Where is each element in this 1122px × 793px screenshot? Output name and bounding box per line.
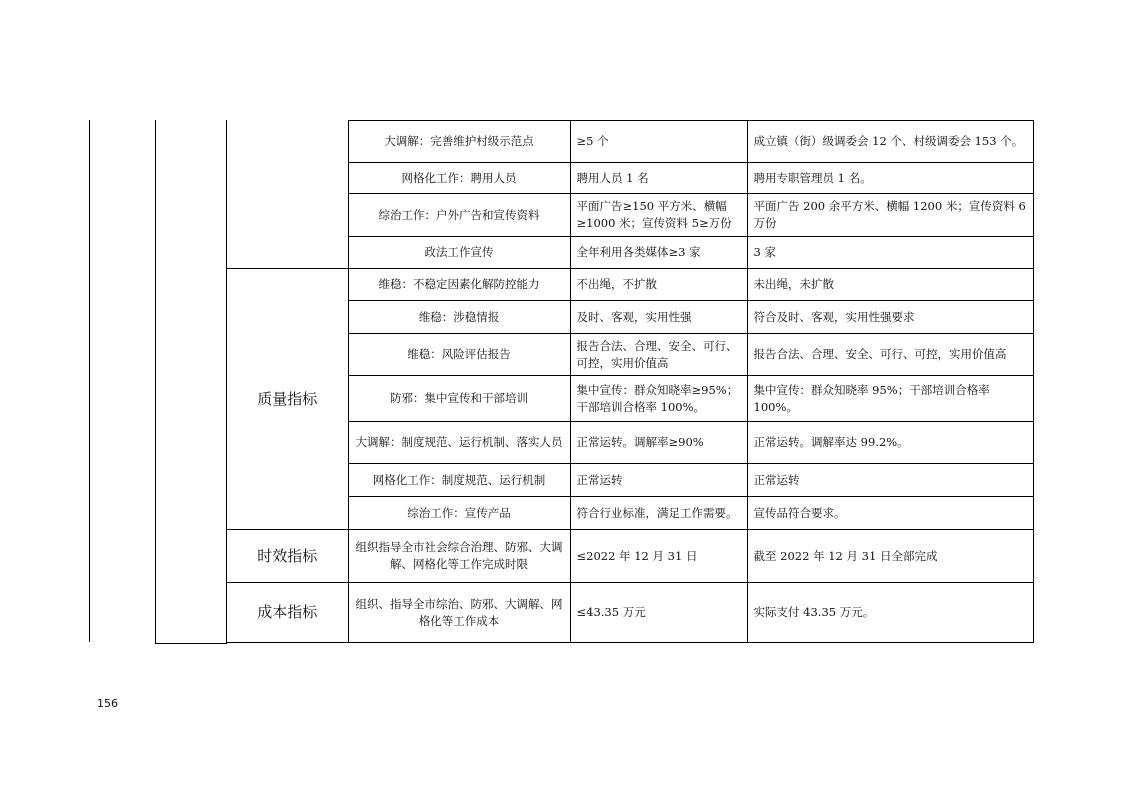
indicator-target: ≥5 个 <box>570 121 747 163</box>
outer-category-column <box>155 120 227 644</box>
table-row <box>227 464 1033 497</box>
indicator-target: 不出绳，不扩散 <box>570 269 747 301</box>
table-row <box>227 376 1033 422</box>
indicator-actual: 宣传品符合要求。 <box>747 497 1033 530</box>
page-number: 156 <box>97 697 118 710</box>
indicator-name: 大调解：完善维护村级示范点 <box>348 121 570 163</box>
indicator-target: 正常运转 <box>570 464 747 497</box>
indicator-actual: 未出绳，未扩散 <box>747 269 1033 301</box>
table-row <box>227 237 1033 269</box>
indicator-target: 集中宣传：群众知晓率≥95%；干部培训合格率 100%。 <box>570 376 747 422</box>
indicator-name: 网格化工作：聘用人员 <box>348 163 570 194</box>
indicator-target: 平面广告≥150 平方米、横幅≥1000 米；宣传资料 5≥万份 <box>570 194 747 237</box>
table-row <box>227 269 1033 301</box>
indicator-actual: 正常运转。调解率达 99.2%。 <box>747 422 1033 464</box>
indicator-name: 维稳：风险评估报告 <box>348 334 570 376</box>
indicator-name: 综治工作：户外广告和宣传资料 <box>348 194 570 237</box>
table-row <box>227 163 1033 194</box>
table-row <box>227 497 1033 530</box>
left-margin-rule <box>89 120 90 642</box>
indicator-name: 网格化工作：制度规范、运行机制 <box>348 464 570 497</box>
indicator-name: 组织指导全市社会综合治理、防邪、大调解、网格化等工作完成时限 <box>348 530 570 583</box>
indicator-target: 及时、客观，实用性强 <box>570 301 747 334</box>
indicator-actual: 平面广告 200 余平方米、横幅 1200 米；宣传资料 6 万份 <box>747 194 1033 237</box>
indicator-actual: 3 家 <box>747 237 1033 269</box>
table-row <box>227 334 1033 376</box>
table-row <box>227 530 1033 583</box>
indicator-target: ≤43.35 万元 <box>570 583 747 643</box>
indicator-actual: 截至 2022 年 12 月 31 日全部完成 <box>747 530 1033 583</box>
indicator-name: 组织、指导全市综治、防邪、大调解、网格化等工作成本 <box>348 583 570 643</box>
indicator-name: 维稳：不稳定因素化解防控能力 <box>348 269 570 301</box>
indicator-target: 正常运转。调解率≥90% <box>570 422 747 464</box>
indicator-target: 全年利用各类媒体≥3 家 <box>570 237 747 269</box>
category-cost: 成本指标 <box>227 583 348 643</box>
category-cell-empty <box>227 121 348 269</box>
indicator-name: 大调解：制度规范、运行机制、落实人员 <box>348 422 570 464</box>
indicator-target: 符合行业标准，满足工作需要。 <box>570 497 747 530</box>
table-row <box>227 194 1033 237</box>
indicator-name: 综治工作：宣传产品 <box>348 497 570 530</box>
indicator-actual: 成立镇（街）级调委会 12 个、村级调委会 153 个。 <box>747 121 1033 163</box>
indicator-target: 报告合法、合理、安全、可行、可控，实用价值高 <box>570 334 747 376</box>
indicator-actual: 集中宣传：群众知晓率 95%；干部培训合格率 100%。 <box>747 376 1033 422</box>
indicator-actual: 实际支付 43.35 万元。 <box>747 583 1033 643</box>
table-row <box>227 301 1033 334</box>
indicator-actual: 符合及时、客观，实用性强要求 <box>747 301 1033 334</box>
indicator-actual: 报告合法、合理、安全、可行、可控，实用价值高 <box>747 334 1033 376</box>
table-row <box>227 121 1033 163</box>
indicator-target: ≤2022 年 12 月 31 日 <box>570 530 747 583</box>
table-row <box>227 422 1033 464</box>
indicator-actual: 聘用专职管理员 1 名。 <box>747 163 1033 194</box>
indicator-actual: 正常运转 <box>747 464 1033 497</box>
indicator-name: 维稳：涉稳情报 <box>348 301 570 334</box>
indicator-name: 防邪：集中宣传和干部培训 <box>348 376 570 422</box>
category-quality: 质量指标 <box>227 269 348 530</box>
table-row <box>227 583 1033 643</box>
indicator-target: 聘用人员 1 名 <box>570 163 747 194</box>
performance-indicator-table <box>227 120 1034 643</box>
category-timeliness: 时效指标 <box>227 530 348 583</box>
indicator-name: 政法工作宣传 <box>348 237 570 269</box>
